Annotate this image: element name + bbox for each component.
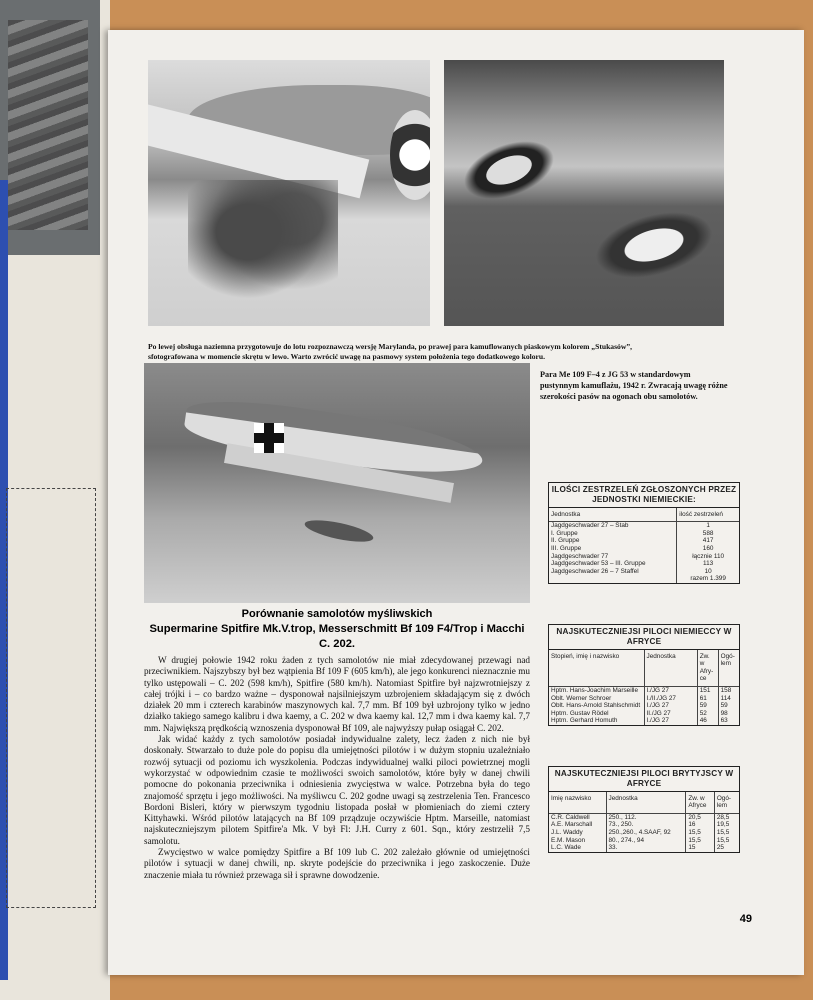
table-row: [549, 837, 739, 845]
column-header: Ogó-lem: [714, 792, 739, 814]
table-cell: 25: [714, 844, 739, 852]
table-cell: 160: [677, 545, 739, 553]
table-cell: Oblt. Hans-Arnold Stahlschmidt: [551, 702, 641, 710]
table-cell: 15: [686, 844, 715, 852]
table-cell: J.L. Waddy: [551, 828, 583, 836]
table-cell: 15,5: [714, 837, 739, 845]
left-page-photo: [0, 0, 100, 255]
table-cell: 250.,260., 4.SAAF, 92: [606, 829, 686, 837]
column-header: Stopień, imię i nazwisko: [549, 650, 644, 687]
article-paragraph: Jak widać każdy z tych samolotów posiadał indywidualne zalety, lecz żaden z nich nie był doskonały. Stwarzało to duże pole do popisu dla umiejętności pilotów i w dużym stopniu uzależniało rozwój sytuacji od poziomu ich wyszkolenia. Podczas indywidualnej walki piloci powietrznej mogli wykorzystać w odpowiednim czasie te możliwości swoich samolotów, które były w danej chwili pomocne do pokonania przeciwnika i odniesienia zwycięstwa w walce. Potrzebna była do tego znajomość sprzętu i jego możliwości. Na myśliwcu C. 202 godne uwagi są zestrzelenia Ten. Francesco Bordoni Bisleri, który w pierwszym tygodniu listopada posłał w płomieniach do ziemi cztery Kittyhawki. Wśród pilotów latających na Bf 109 prządzuje oczywiście Hptm. Marseille, natomiast najskuteczniejszym pilotem Spitfire'a Mk. V był Fl: J.H. Curry z 601. Sqn., który zestrzelił 7,5 samolotu.: [144, 734, 530, 846]
table-row: [549, 560, 739, 568]
table-row: [549, 545, 739, 553]
table-cell: 20,5: [686, 813, 715, 821]
photo-stuka-pair: [444, 60, 724, 326]
table-cell: I./JG 27: [644, 702, 697, 710]
table-cell: I./JG 27: [644, 686, 697, 694]
table-row: [549, 575, 739, 583]
table-cell: 33.: [606, 844, 686, 852]
table-cell: 114: [718, 695, 739, 703]
table-row: [549, 702, 739, 710]
table-row: [549, 821, 739, 829]
table-cell: łącznie 110: [677, 553, 739, 561]
table-german-aces: [548, 624, 740, 726]
table-cell: 151: [697, 686, 718, 694]
column-header: Jednostka: [644, 650, 697, 687]
page-number: 49: [739, 913, 752, 925]
column-header: Jednostka: [549, 508, 677, 522]
table-cell: 52: [697, 710, 718, 718]
table-row: [549, 717, 739, 725]
table-german-unit-claims: [548, 482, 740, 584]
table-cell: 16: [686, 821, 715, 829]
table-row: [549, 530, 739, 538]
table-cell: Hptm. Gerhard Homuth: [551, 717, 618, 725]
table-cell: Jagdgeschwader 27 – Stab: [551, 522, 629, 530]
left-facing-page: [0, 0, 110, 1000]
table-cell: 73., 250.: [606, 821, 686, 829]
caption-me109: Para Me 109 F–4 z JG 53 w standardowym pustynnym kamuflażu, 1942 r. Zwracają uwagę różne szerokości pasów na ogonach obu samolotów.: [540, 370, 728, 401]
table-cell: 59: [718, 702, 739, 710]
column-header: Zw. w Afry-ce: [697, 650, 718, 687]
column-header: Zw. w Afryce: [686, 792, 715, 814]
table-title: NAJSKUTECZNIEJSI PILOCI NIEMIECCY W AFRYCE: [549, 625, 739, 650]
left-page-footnotes-box: [6, 488, 96, 908]
table-british-aces: [548, 766, 740, 853]
table-cell: 588: [677, 530, 739, 538]
table-cell: 28,5: [714, 813, 739, 821]
table-cell: Hptm. Hans-Joachim Marseille: [551, 686, 639, 694]
table-cell: 158: [718, 686, 739, 694]
table-cell: 250., 112.: [606, 813, 686, 821]
table-cell: 10: [677, 568, 739, 576]
table-cell: Hptm. Gustav Rödel: [551, 709, 609, 717]
table-row: [549, 686, 739, 694]
table-cell: I./II./JG 27: [644, 695, 697, 703]
column-header: Imię nazwisko: [549, 792, 606, 814]
table-cell: Oblt. Werner Schroer: [551, 694, 612, 702]
table-total: razem 1.399: [677, 575, 739, 583]
table-title: NAJSKUTECZNIEJSI PILOCI BRYTYJSCY W AFRYCE: [549, 767, 739, 792]
article-paragraph: W drugiej połowie 1942 roku żaden z tych samolotów nie miał zdecydowanej przewagi nad przeciwnikiem. Najszybszy był bez wątpienia Bf 109 F (605 km/h), ale jego konkurenci nieznacznie mu tylko ustępowali – C. 202 (598 km/h), Spitfire (580 km/h). Natomiast Spitfire był najzwrotniejszy z całej trójki i – co bardzo ważne – dysponował najsilniejszym uzbrojeniem składającym się z dwóch działek 20 mm i czterech karabinów maszynowych kal. 7,7 mm. Bf 109 był uzbrojony tylko w jedno działko takiego samego kalibru i dwa kaemy, a C. 202 w dwa kaemy kal. 12,7 mm i dwa kaemy kal. 7,7 mm. Największą prędkością wznoszenia dysponował Bf 109, ale najwyższy pułap osiągał C. 202.: [144, 655, 530, 733]
table-row: [549, 695, 739, 703]
table-cell: 98: [718, 710, 739, 718]
article-title: Porównanie samolotów myśliwskich: [241, 608, 433, 620]
table-cell: 15,5: [686, 829, 715, 837]
table-cell: 61: [697, 695, 718, 703]
photo-me109-pair: [144, 363, 530, 603]
table-cell: 15,5: [714, 829, 739, 837]
magazine-page: [108, 30, 804, 975]
table-cell: 80., 274., 94: [606, 837, 686, 845]
table-row: [549, 537, 739, 545]
table-cell: 19,5: [714, 821, 739, 829]
table-cell: A.E. Marschall: [551, 821, 593, 829]
table-cell: II. Gruppe: [551, 537, 580, 545]
table-cell: 417: [677, 537, 739, 545]
table-cell: Jagdgeschwader 77: [551, 552, 609, 560]
table-row: [549, 568, 739, 576]
table-cell: Jagdgeschwader 26 – 7 Staffel: [551, 567, 639, 575]
article-subtitle: Supermarine Spitfire Mk.V.trop, Messerschmitt Bf 109 F4/Trop i Macchi C. 202.: [149, 623, 525, 650]
article-fighter-comparison: [144, 605, 530, 881]
table-cell: [549, 575, 677, 583]
caption-top-photos: Po lewej obsługa naziemna przygotowuje do lotu rozpoznawczą wersję Marylanda, po prawej para kamuflowanych piaskowym kolorem „Stukasów”, sfotografowana w momencie skrętu w lewo. Warto zwrócić uwagę na pasmowy system położenia tego dodatkowego koloru.: [148, 342, 633, 361]
table-cell: I. Gruppe: [551, 529, 578, 537]
table-cell: 63: [718, 717, 739, 725]
article-paragraph: Zwycięstwo w walce pomiędzy Spitfire a Bf 109 lub C. 202 zależało głównie od umiejętności pilotów i sytuacji w danej chwili, np. skryte podejście do przeciwnika i jego zaskoczenie. Duże znaczenie miała tu również przewaga sił i sprawne dowodzenie.: [144, 847, 530, 880]
table-row: [549, 522, 739, 530]
table-cell: 46: [697, 717, 718, 725]
table-cell: III. Gruppe: [551, 544, 582, 552]
table-row: [549, 829, 739, 837]
table-row: [549, 844, 739, 852]
table-cell: E.M. Mason: [551, 836, 586, 844]
table-cell: L.C. Wade: [551, 844, 581, 852]
table-cell: II./JG 27: [644, 710, 697, 718]
table-row: [549, 710, 739, 718]
table-cell: C.R. Caldwell: [551, 813, 590, 821]
table-row: [549, 813, 739, 821]
table-cell: Jagdgeschwader 53 – III. Gruppe: [551, 560, 646, 568]
column-header: Jednostka: [606, 792, 686, 814]
table-cell: 1: [677, 522, 739, 530]
table-cell: 15,5: [686, 837, 715, 845]
table-cell: 59: [697, 702, 718, 710]
table-row: [549, 553, 739, 561]
column-header: ilość zestrzeleń: [677, 508, 739, 522]
photo-maryland-ground-crew: [148, 60, 430, 326]
table-title: ILOŚCI ZESTRZELEŃ ZGŁOSZONYCH PRZEZ JEDNOSTKI NIEMIECKIE:: [549, 483, 739, 508]
column-header: Ogó-lem: [718, 650, 739, 687]
table-cell: I./JG 27: [644, 717, 697, 725]
table-cell: 113: [677, 560, 739, 568]
